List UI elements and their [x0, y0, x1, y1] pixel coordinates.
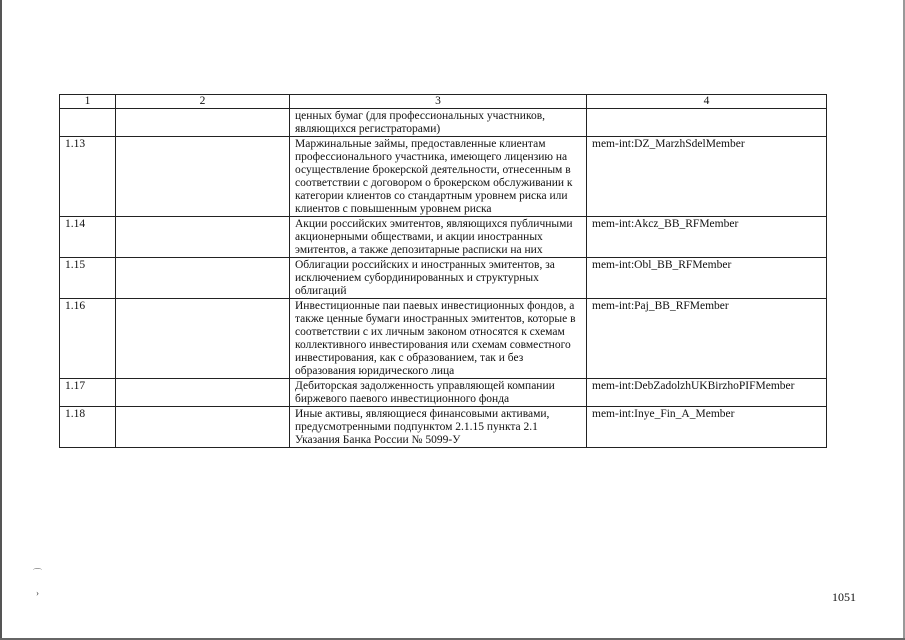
row-col2	[116, 379, 290, 407]
data-table	[59, 94, 827, 448]
row-col2	[116, 299, 290, 379]
table-row	[60, 407, 827, 448]
row-number: 1.17	[60, 379, 116, 407]
row-number: 1.16	[60, 299, 116, 379]
row-description: Облигации российских и иностранных эмитентов, за исключением субординированных и структурных облигаций	[290, 258, 587, 299]
row-col2	[116, 258, 290, 299]
row-code: mem-int:DebZadolzhUKBirzhoPIFMember	[587, 379, 827, 407]
table-row	[60, 379, 827, 407]
row-description: Дебиторская задолженность управляющей компании биржевого паевого инвестиционного фонда	[290, 379, 587, 407]
row-description: ценных бумаг (для профессиональных участников, являющихся регистраторами)	[290, 109, 587, 137]
row-code	[587, 109, 827, 137]
margin-mark: ›	[36, 588, 39, 598]
row-col2	[116, 217, 290, 258]
scan-left-edge	[0, 0, 2, 640]
table-row	[60, 217, 827, 258]
row-col2	[116, 137, 290, 217]
table-row	[60, 137, 827, 217]
row-number: 1.14	[60, 217, 116, 258]
column-header: 3	[290, 95, 587, 109]
row-number: 1.15	[60, 258, 116, 299]
column-header: 2	[116, 95, 290, 109]
row-number: 1.18	[60, 407, 116, 448]
row-number: 1.13	[60, 137, 116, 217]
margin-mark: ⌒	[33, 568, 43, 578]
row-col2	[116, 407, 290, 448]
page-number: 1051	[832, 590, 856, 604]
row-number	[60, 109, 116, 137]
table-header-row	[60, 95, 827, 109]
table-row-continuation	[60, 109, 827, 137]
column-header: 4	[587, 95, 827, 109]
row-description: Акции российских эмитентов, являющихся публичными акционерными обществами, и акции иностранных эмитентов, а также депозитарные расписки на них	[290, 217, 587, 258]
column-header: 1	[60, 95, 116, 109]
table-row	[60, 299, 827, 379]
row-code: mem-int:Inye_Fin_A_Member	[587, 407, 827, 448]
row-code: mem-int:DZ_MarzhSdelMember	[587, 137, 827, 217]
row-code: mem-int:Akcz_BB_RFMember	[587, 217, 827, 258]
row-description: Инвестиционные паи паевых инвестиционных фондов, а также ценные бумаги иностранных эмитентов, которые в соответствии с их личным законом относятся к схемам коллективного инвестирования или схемам совместного инвестирования, как с образованием, так и без образования юридического лица	[290, 299, 587, 379]
row-description: Иные активы, являющиеся финансовыми активами, предусмотренными подпунктом 2.1.15 пункта 2.1 Указания Банка России № 5099-У	[290, 407, 587, 448]
row-col2	[116, 109, 290, 137]
row-code: mem-int:Paj_BB_RFMember	[587, 299, 827, 379]
row-description: Маржинальные займы, предоставленные клиентам профессионального участника, имеющего лицензию на осуществление брокерской деятельности, отнесенным в соответствии с договором о брокерском обслуживании к категории клиентов со стандартным уровнем риска или клиентов с повышенным уровнем риска	[290, 137, 587, 217]
row-code: mem-int:Obl_BB_RFMember	[587, 258, 827, 299]
table-row	[60, 258, 827, 299]
